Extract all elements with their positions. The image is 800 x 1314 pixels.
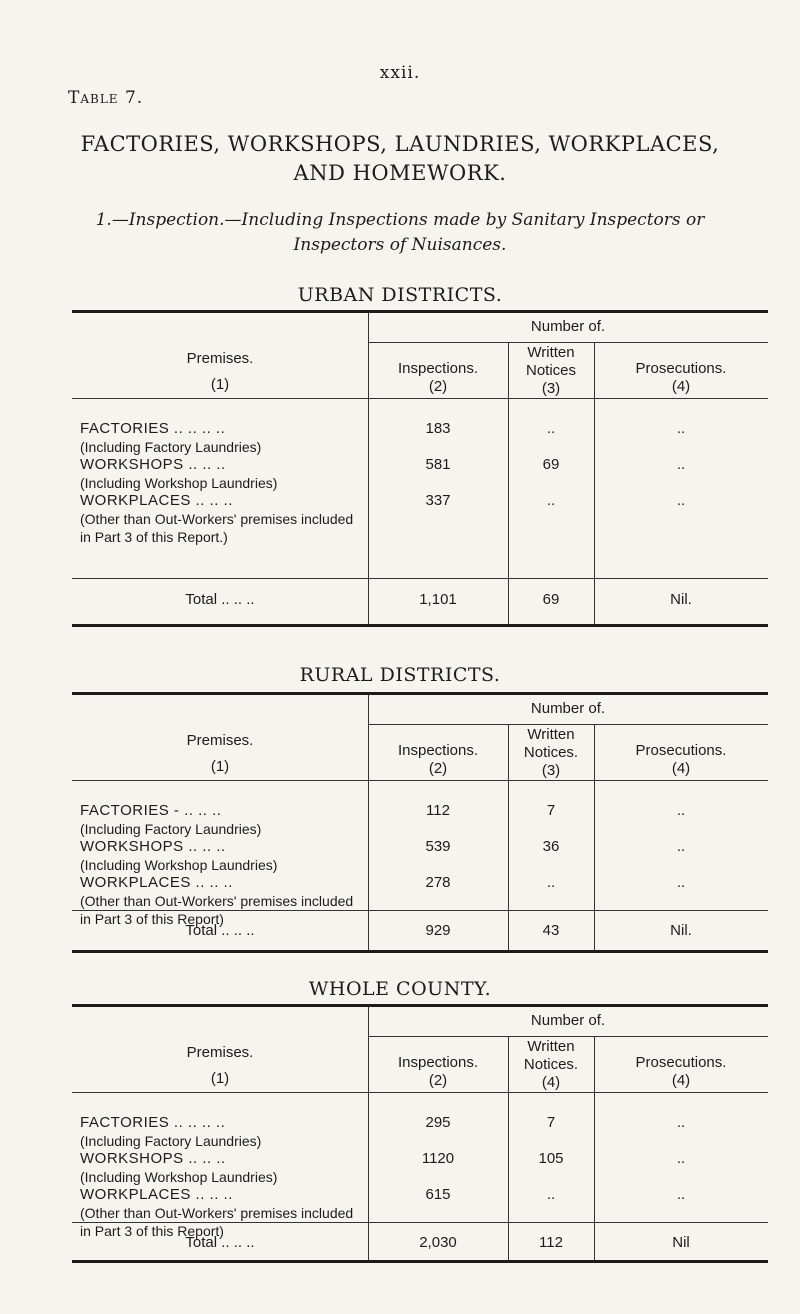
col-number: (2): [428, 760, 448, 777]
row-sub: (Other than Out-Workers' premises included in Part 3 of this Report): [80, 893, 354, 927]
row-name: WORKSHOPS .. .. ..: [80, 456, 226, 473]
total-notices: 69: [542, 591, 560, 608]
col-label: Premises.: [186, 350, 254, 367]
cell-inspections: 1120: [421, 1150, 455, 1167]
row-sub: (Other than Out-Workers' premises included in Part 3 of this Report.): [80, 511, 354, 545]
total-label: Total .. .. ..: [185, 922, 255, 939]
col-number: (3): [541, 380, 561, 397]
cell-inspections: 337: [425, 492, 451, 509]
cell-prosecutions: ..: [676, 838, 686, 855]
cell-notices: 105: [538, 1150, 564, 1167]
table-top-rule: [72, 310, 768, 313]
cell-notices: ..: [546, 874, 556, 891]
table-top-rule: [72, 1004, 768, 1007]
cell-notices: 7: [546, 802, 556, 819]
table-row: [80, 1114, 364, 1150]
col-label: Premises.: [186, 1044, 254, 1061]
cell-notices: 69: [542, 456, 560, 473]
row-name: WORKPLACES .. .. ..: [80, 1186, 233, 1203]
row-name: FACTORIES - .. .. ..: [80, 802, 222, 819]
subheading-line-2: Inspectors of Nuisances.: [293, 235, 507, 255]
col-header-premises: [72, 1044, 368, 1088]
cell-notices: ..: [546, 420, 556, 437]
document-subheading: [0, 208, 800, 258]
row-name: WORKPLACES .. .. ..: [80, 492, 233, 509]
col-number: (4): [671, 760, 691, 777]
cell-prosecutions: ..: [676, 1150, 686, 1167]
col-label: Premises.: [186, 732, 254, 749]
col-number: (4): [671, 1072, 691, 1089]
group-header: Number of.: [530, 1012, 606, 1029]
row-sub: (Including Factory Laundries): [80, 1133, 262, 1149]
row-sub: (Including Workshop Laundries): [80, 857, 278, 873]
cell-prosecutions: ..: [676, 802, 686, 819]
row-sub: (Including Workshop Laundries): [80, 475, 278, 491]
total-notices: 112: [539, 1234, 563, 1251]
table-label: Table 7.: [68, 88, 144, 108]
row-sub: (Including Factory Laundries): [80, 439, 262, 455]
col-number: (1): [210, 758, 230, 775]
row-sub: (Other than Out-Workers' premises included in Part 3 of this Report): [80, 1205, 354, 1239]
cell-inspections: 295: [425, 1114, 451, 1131]
col-header-notices: [508, 1038, 594, 1092]
table-county-body: [72, 1092, 768, 1292]
table-bottom-rule: [72, 1260, 768, 1263]
cell-prosecutions: ..: [676, 492, 686, 509]
total-inspections: 929: [425, 922, 451, 939]
col-header-notices: [508, 344, 594, 398]
table-county: [72, 1004, 768, 1104]
col-label: Inspections.: [397, 1054, 479, 1071]
table-row: [80, 802, 364, 838]
total-inspections: 2,030: [419, 1234, 457, 1251]
col-header-prosecutions: [594, 1054, 768, 1090]
table-row: [80, 492, 364, 546]
total-label: Total .. .. ..: [185, 591, 255, 608]
col-header-inspections: [368, 360, 508, 396]
cell-notices: 36: [542, 838, 560, 855]
total-label: Total .. .. ..: [185, 1234, 255, 1251]
table-bottom-rule: [72, 950, 768, 953]
cell-inspections: 278: [425, 874, 451, 891]
heading-line-2: AND HOMEWORK.: [293, 161, 507, 185]
col-number: (4): [541, 1074, 561, 1091]
total-rule: [72, 578, 768, 579]
group-header: Number of.: [530, 318, 606, 335]
col-label: Prosecutions.: [635, 360, 727, 377]
cell-inspections: 183: [425, 420, 451, 437]
total-rule: [72, 1222, 768, 1223]
total-prosecutions: Nil.: [670, 922, 692, 939]
table-bottom-rule: [72, 624, 768, 627]
col-label: Prosecutions.: [635, 742, 727, 759]
col-number: (4): [671, 378, 691, 395]
table-rural: [72, 692, 768, 792]
group-rule: [368, 1036, 768, 1037]
group-rule: [368, 724, 768, 725]
table-row: [80, 456, 364, 492]
col-number: (1): [210, 376, 230, 393]
row-name: FACTORIES .. .. .. ..: [80, 1114, 226, 1131]
page-number: xxii.: [379, 63, 421, 83]
row-sub: (Including Factory Laundries): [80, 821, 262, 837]
col-number: (3): [541, 762, 561, 779]
cell-inspections: 539: [425, 838, 451, 855]
table-row: [80, 1150, 364, 1186]
section-title-urban: URBAN DISTRICTS.: [297, 284, 503, 306]
cell-prosecutions: ..: [676, 874, 686, 891]
row-name: FACTORIES .. .. .. ..: [80, 420, 226, 437]
group-rule: [368, 342, 768, 343]
col-label: Written Notices: [525, 344, 577, 379]
cell-notices: 7: [546, 1114, 556, 1131]
table-row: [80, 838, 364, 874]
total-prosecutions: Nil.: [670, 591, 692, 608]
cell-prosecutions: ..: [676, 1186, 686, 1203]
cell-notices: ..: [546, 1186, 556, 1203]
col-header-notices: [508, 726, 594, 780]
col-number: (2): [428, 1072, 448, 1089]
cell-prosecutions: ..: [676, 420, 686, 437]
cell-prosecutions: ..: [676, 456, 686, 473]
cell-inspections: 581: [425, 456, 451, 473]
cell-prosecutions: ..: [676, 1114, 686, 1131]
col-number: (2): [428, 378, 448, 395]
table-rural-body: [72, 780, 768, 980]
col-label: Inspections.: [397, 742, 479, 759]
col-header-prosecutions: [594, 742, 768, 778]
cell-inspections: 615: [425, 1186, 451, 1203]
cell-inspections: 112: [426, 802, 450, 819]
row-name: WORKSHOPS .. .. ..: [80, 838, 226, 855]
total-notices: 43: [542, 922, 560, 939]
row-sub: (Including Workshop Laundries): [80, 1169, 278, 1185]
group-header: Number of.: [530, 700, 606, 717]
subheading-line-1: 1.—Inspection.—Including Inspections made by Sanitary Inspectors or: [95, 210, 705, 230]
row-name: WORKPLACES .. .. ..: [80, 874, 233, 891]
total-inspections: 1,101: [419, 591, 457, 608]
col-number: (1): [210, 1070, 230, 1087]
col-label: Written Notices.: [523, 726, 579, 761]
col-header-inspections: [368, 742, 508, 778]
col-header-inspections: [368, 1054, 508, 1090]
total-prosecutions: Nil: [672, 1234, 690, 1251]
table-top-rule: [72, 692, 768, 695]
table-row: [80, 874, 364, 928]
col-label: Prosecutions.: [635, 1054, 727, 1071]
table-row: [80, 1186, 364, 1240]
col-label: Written Notices.: [523, 1038, 579, 1073]
table-urban-body: [72, 398, 768, 638]
cell-notices: ..: [546, 492, 556, 509]
col-label: Inspections.: [397, 360, 479, 377]
heading-line-1: FACTORIES, WORKSHOPS, LAUNDRIES, WORKPLACES,: [80, 132, 720, 156]
total-rule: [72, 910, 768, 911]
section-title-rural: RURAL DISTRICTS.: [299, 664, 501, 686]
col-header-prosecutions: [594, 360, 768, 396]
section-title-county: WHOLE COUNTY.: [308, 978, 492, 1000]
col-header-premises: [72, 732, 368, 776]
col-header-premises: [72, 350, 368, 394]
row-name: WORKSHOPS .. .. ..: [80, 1150, 226, 1167]
table-row: [80, 420, 364, 456]
document-heading: [0, 130, 800, 188]
